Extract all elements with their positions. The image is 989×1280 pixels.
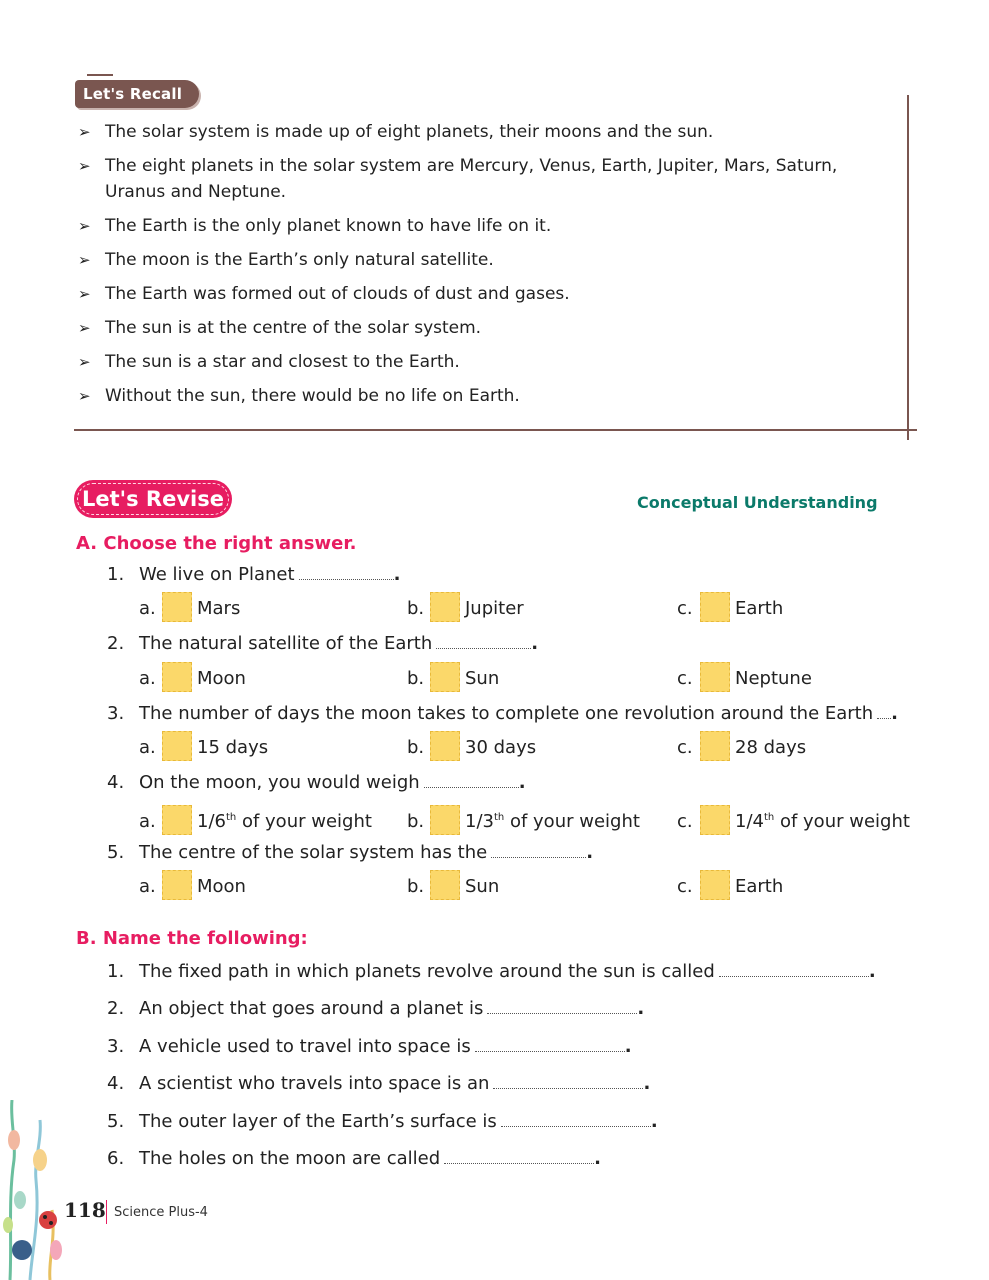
option[interactable]: c. 28 days <box>677 732 806 764</box>
answer-blank[interactable] <box>424 773 519 788</box>
recall-bottom-rule <box>74 429 917 431</box>
arrow-bullet-icon: ➢ <box>78 217 91 235</box>
option-checkbox[interactable] <box>700 662 730 692</box>
lets-revise-label: Let's Revise <box>82 487 224 511</box>
answer-blank[interactable] <box>491 843 586 858</box>
options-a2 <box>139 663 929 695</box>
answer-blank[interactable] <box>719 962 869 977</box>
options-a5 <box>139 871 929 903</box>
book-title: Science Plus-4 <box>114 1205 208 1220</box>
footer-divider <box>106 1200 107 1224</box>
option[interactable]: c. Neptune <box>677 663 812 695</box>
recall-item: ➢ The Earth was formed out of clouds of dust and gases. <box>78 281 878 307</box>
options-a4 <box>139 802 929 834</box>
question-a4: 4. On the moon, you would weigh . <box>107 772 526 793</box>
question-b3: 3. A vehicle used to travel into space is . <box>107 1036 632 1057</box>
lets-recall-badge <box>75 80 199 108</box>
option[interactable]: a. 15 days <box>139 732 268 764</box>
recall-right-rule <box>907 95 909 440</box>
option[interactable]: b. Jupiter <box>407 593 524 625</box>
option-checkbox[interactable] <box>162 662 192 692</box>
badge-accent-line <box>87 74 113 76</box>
recall-item: ➢ The moon is the Earth’s only natural satellite. <box>78 247 878 273</box>
question-b6: 6. The holes on the moon are called . <box>107 1148 601 1169</box>
question-a5: 5. The centre of the solar system has the . <box>107 842 594 863</box>
recall-item: ➢ The sun is a star and closest to the Earth. <box>78 349 878 375</box>
arrow-bullet-icon: ➢ <box>78 251 91 269</box>
option[interactable]: c. 1/4th of your weight <box>677 802 910 838</box>
arrow-bullet-icon: ➢ <box>78 157 91 175</box>
answer-blank[interactable] <box>501 1112 651 1127</box>
answer-blank[interactable] <box>475 1037 625 1052</box>
arrow-bullet-icon: ➢ <box>78 285 91 303</box>
question-b5: 5. The outer layer of the Earth’s surface is . <box>107 1111 658 1132</box>
option[interactable]: c. Earth <box>677 593 783 625</box>
floral-decoration-icon <box>0 1100 70 1280</box>
option[interactable]: a. Moon <box>139 871 246 903</box>
recall-item: ➢ The solar system is made up of eight planets, their moons and the sun. <box>78 119 878 145</box>
page-number: 118 <box>64 1198 106 1222</box>
lets-revise-badge <box>74 480 232 518</box>
option[interactable]: b. 1/3th of your weight <box>407 802 640 838</box>
option-checkbox[interactable] <box>162 870 192 900</box>
answer-blank[interactable] <box>487 999 637 1014</box>
section-a-heading: A. Choose the right answer. <box>76 533 357 554</box>
option-checkbox[interactable] <box>430 731 460 761</box>
question-b2: 2. An object that goes around a planet is . <box>107 998 645 1019</box>
answer-blank[interactable] <box>877 704 891 719</box>
question-b4: 4. A scientist who travels into space is an . <box>107 1073 651 1094</box>
recall-item: ➢ The sun is at the centre of the solar system. <box>78 315 878 341</box>
question-a1: 1. We live on Planet . <box>107 564 401 585</box>
recall-item: ➢ Without the sun, there would be no life on Earth. <box>78 383 878 409</box>
option[interactable]: b. 30 days <box>407 732 536 764</box>
arrow-bullet-icon: ➢ <box>78 319 91 337</box>
option-checkbox[interactable] <box>162 805 192 835</box>
option[interactable]: b. Sun <box>407 663 499 695</box>
arrow-bullet-icon: ➢ <box>78 123 91 141</box>
option-checkbox[interactable] <box>430 805 460 835</box>
option-checkbox[interactable] <box>162 731 192 761</box>
option-checkbox[interactable] <box>162 592 192 622</box>
question-b1: 1. The fixed path in which planets revolve around the sun is called . <box>107 961 876 982</box>
option[interactable]: b. Sun <box>407 871 499 903</box>
options-a3 <box>139 732 929 764</box>
question-a2: 2. The natural satellite of the Earth . <box>107 633 539 654</box>
option-checkbox[interactable] <box>700 731 730 761</box>
option[interactable]: a. Moon <box>139 663 246 695</box>
option-checkbox[interactable] <box>430 662 460 692</box>
option-checkbox[interactable] <box>430 870 460 900</box>
recall-list <box>78 119 878 417</box>
option-checkbox[interactable] <box>700 870 730 900</box>
conceptual-understanding-tag: Conceptual Understanding <box>637 493 878 512</box>
options-a1 <box>139 593 929 625</box>
recall-item: ➢ The Earth is the only planet known to have life on it. <box>78 213 878 239</box>
option[interactable]: c. Earth <box>677 871 783 903</box>
question-a3: 3. The number of days the moon takes to complete one revolution around the Earth . <box>107 703 898 724</box>
option-checkbox[interactable] <box>430 592 460 622</box>
section-b-heading: B. Name the following: <box>76 928 308 949</box>
lets-recall-label: Let's Recall <box>83 85 183 103</box>
answer-blank[interactable] <box>299 565 394 580</box>
arrow-bullet-icon: ➢ <box>78 387 91 405</box>
answer-blank[interactable] <box>444 1149 594 1164</box>
option[interactable]: a. Mars <box>139 593 240 625</box>
answer-blank[interactable] <box>436 634 531 649</box>
option-checkbox[interactable] <box>700 592 730 622</box>
option[interactable]: a. 1/6th of your weight <box>139 802 372 838</box>
option-checkbox[interactable] <box>700 805 730 835</box>
arrow-bullet-icon: ➢ <box>78 353 91 371</box>
recall-item: ➢ The eight planets in the solar system are Mercury, Venus, Earth, Jupiter, Mars, Saturn, Uranus and Neptune. <box>78 153 878 205</box>
answer-blank[interactable] <box>493 1074 643 1089</box>
